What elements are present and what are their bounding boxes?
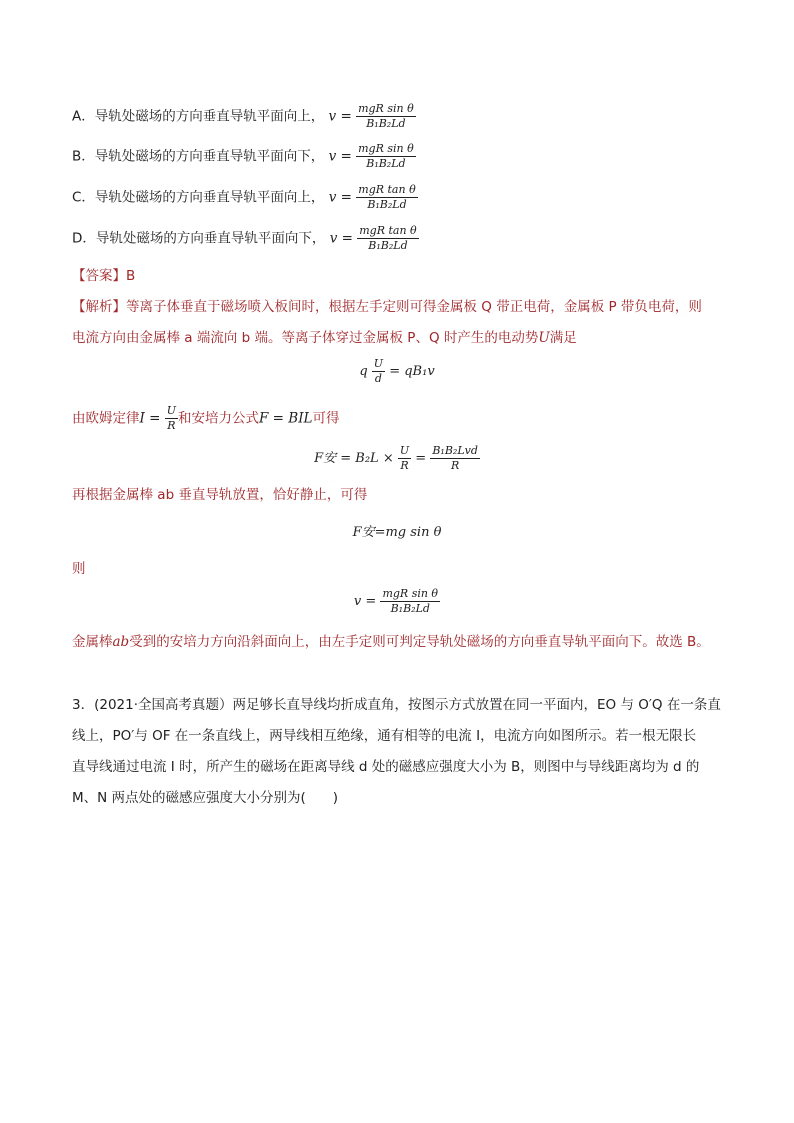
- option-c-denominator: B₁B₂Ld: [367, 198, 407, 211]
- equation-4: [0, 588, 794, 615]
- analysis-line-4: [72, 559, 86, 579]
- question-3-line-4: M、N 两点处的磁感应强度大小分别为( ): [72, 790, 339, 806]
- ohm-numerator: U: [166, 404, 177, 417]
- ohm-denominator: R: [167, 419, 176, 432]
- eq4-lhs: v =: [353, 594, 377, 609]
- ohm-lhs: I =: [139, 410, 161, 427]
- option-a-denominator: B₁B₂Ld: [366, 117, 406, 130]
- eq4-denominator: B₁B₂Ld: [390, 602, 430, 615]
- answer-line: [72, 266, 135, 286]
- analysis-line-1: [72, 297, 702, 317]
- eq2-equals: =: [415, 451, 427, 466]
- option-b-fraction: [356, 143, 416, 170]
- eq2-numerator-2: B₁B₂Lvd: [432, 444, 478, 457]
- answer-value: B: [126, 268, 136, 284]
- option-d: [72, 225, 419, 252]
- analysis-text-5: 受到的安培力方向沿斜面向上，由左手定则可判定导轨处磁场的方向垂直导轨平面向下。故选 B。: [129, 634, 710, 650]
- eq2-numerator-1: U: [399, 444, 410, 457]
- analysis-line-3: [72, 485, 367, 505]
- option-a-fraction: [356, 103, 416, 130]
- eq2-denominator-2: R: [450, 459, 460, 472]
- question-3-line-1: 3．(2021·全国高考真题）两足够长直导线均折成直角，按图示方式放置在同一平面内，EO 与 O′Q 在一条直: [72, 697, 721, 713]
- option-d-lhs: v =: [329, 230, 353, 247]
- eq1-denominator: d: [374, 372, 382, 385]
- option-b-lhs: v =: [328, 148, 352, 165]
- rod-variable: ab: [112, 634, 130, 650]
- option-d-denominator: B₁B₂Ld: [368, 239, 408, 252]
- analysis-text-2: 电流方向由金属棒 a 端流向 b 端。等离子体穿过金属板 P、Q 时产生的电动势: [72, 330, 539, 346]
- analysis-line-ohm: [72, 405, 340, 432]
- analysis-text-2-tail: 满足: [549, 330, 577, 346]
- option-a-lhs: v =: [328, 108, 352, 125]
- option-c: [72, 184, 418, 211]
- option-c-numerator: mgR tan θ: [358, 183, 416, 196]
- option-a-text: A．导轨处磁场的方向垂直导轨平面向上，: [72, 108, 325, 125]
- analysis-text-1: 等离子体垂直于磁场喷入板间时，根据左手定则可得金属板 Q 带正电荷，金属板 P 带负电荷，则: [126, 299, 702, 315]
- eq1-left: q: [359, 364, 368, 379]
- question-3-line-3: 直导线通过电流 I 时，所产生的磁场在距离导线 d 处的磁感应强度大小为 B，则图中与导线距离均为 d 的: [72, 759, 700, 775]
- eq2-denominator-1: R: [400, 459, 409, 472]
- ohm-fraction: [165, 405, 178, 432]
- eq1-numerator: U: [373, 357, 384, 370]
- eq2-fraction-1: [398, 445, 411, 472]
- emf-variable: U: [538, 330, 550, 346]
- eq3-text: F安=mg sin θ: [352, 525, 442, 540]
- ohm-tail: 可得: [312, 410, 340, 427]
- eq1-right: = qB₁v: [389, 364, 435, 379]
- eq1-fraction: [372, 358, 385, 385]
- equation-1: [0, 358, 794, 385]
- equation-3: [0, 521, 794, 540]
- analysis-text-4: 则: [72, 561, 86, 577]
- question-3: [72, 690, 732, 814]
- analysis-line-2: [72, 328, 577, 348]
- analysis-line-5: [72, 632, 710, 652]
- answer-tag: 【答案】: [72, 268, 126, 284]
- option-d-numerator: mgR tan θ: [359, 224, 417, 237]
- eq4-numerator: mgR sin θ: [382, 587, 439, 600]
- option-b: [72, 143, 416, 170]
- option-a-numerator: mgR sin θ: [358, 102, 414, 115]
- option-c-text: C．导轨处磁场的方向垂直导轨平面向上，: [72, 189, 325, 206]
- ampere-formula: F = BIL: [259, 410, 313, 427]
- ohm-prefix: 由欧姆定律: [72, 410, 140, 427]
- ohm-middle: 和安培力公式: [178, 410, 260, 427]
- eq2-fraction-2: [430, 445, 480, 472]
- option-c-lhs: v =: [328, 189, 352, 206]
- analysis-tag: 【解析】: [72, 299, 126, 315]
- option-d-fraction: [357, 225, 418, 252]
- equation-2: [0, 445, 794, 472]
- option-b-denominator: B₁B₂Ld: [366, 157, 406, 170]
- option-a: [72, 103, 416, 130]
- option-b-numerator: mgR sin θ: [358, 142, 414, 155]
- analysis-text-5-pre: 金属棒: [72, 634, 113, 650]
- eq2-lhs: F安 = B₂L ×: [314, 451, 394, 466]
- analysis-text-3: 再根据金属棒 ab 垂直导轨放置，恰好静止，可得: [72, 487, 368, 503]
- option-b-text: B．导轨处磁场的方向垂直导轨平面向下，: [72, 148, 325, 165]
- option-c-fraction: [356, 184, 417, 211]
- eq4-fraction: [380, 588, 440, 615]
- option-d-text: D．导轨处磁场的方向垂直导轨平面向下，: [72, 230, 326, 247]
- question-3-line-2: 线上，PO′与 OF 在一条直线上，两导线相互绝缘，通有相等的电流 I，电流方向如图所示。若一根无限长: [72, 728, 697, 744]
